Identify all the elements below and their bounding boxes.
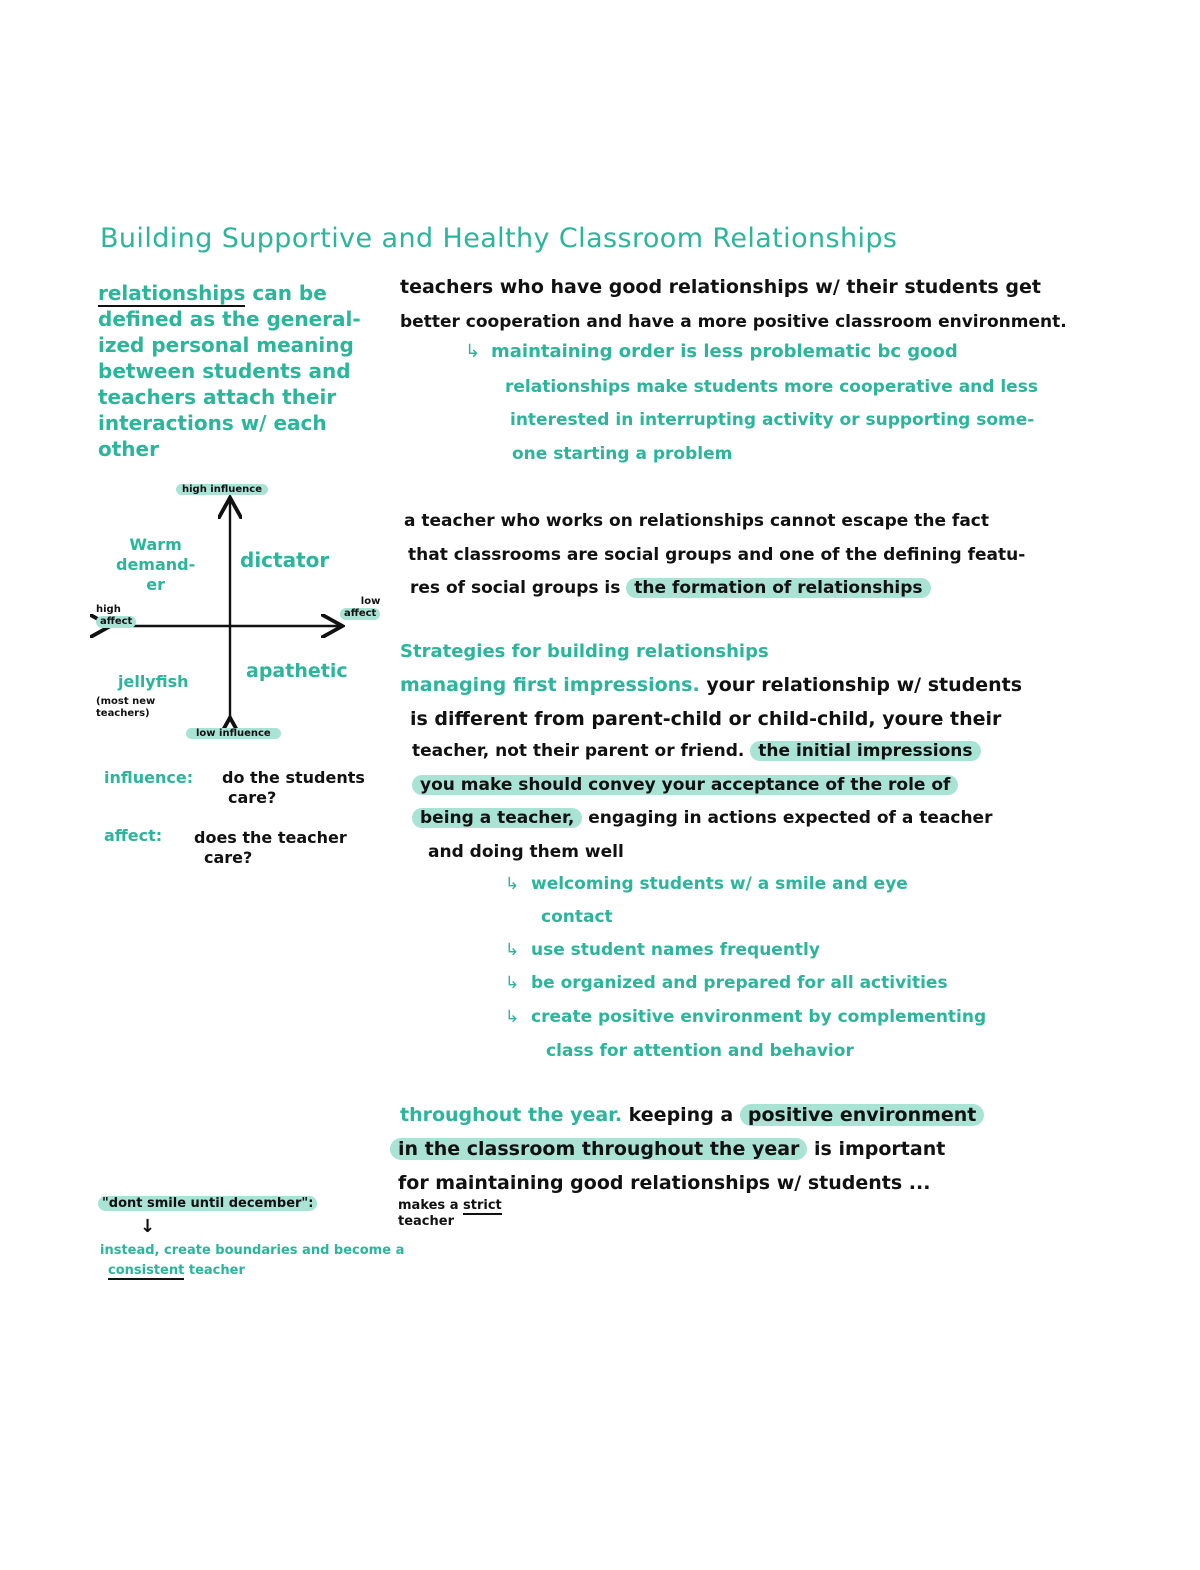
definition-line-2: defined as the general- bbox=[98, 307, 361, 331]
makes-strict bbox=[398, 1198, 502, 1213]
definition-line-6: interactions w/ each bbox=[98, 411, 327, 435]
instead-line-2 bbox=[108, 1263, 245, 1278]
page-title: Building Supportive and Healthy Classroom Relationships bbox=[100, 223, 898, 254]
strategies-heading: Strategies for building relationships bbox=[400, 641, 769, 662]
strategy-bullet-3-text: be organized and prepared for all activities bbox=[531, 973, 948, 993]
jellyfish-note-line-1: (most new bbox=[96, 696, 156, 707]
social-line-2: that classrooms are social groups and one of the defining featu- bbox=[408, 545, 1026, 565]
arrow-icon: ↳ bbox=[505, 973, 520, 993]
high-affect-label bbox=[96, 604, 136, 628]
jellyfish-note bbox=[96, 696, 155, 720]
high-affect-text-1: high bbox=[96, 604, 121, 615]
highlight-formation: the formation of relationships bbox=[626, 578, 930, 598]
highlight-acceptance: you make should convey your acceptance of the role of bbox=[412, 775, 958, 795]
arrow-icon: ↳ bbox=[505, 1007, 520, 1027]
dictator-label: dictator bbox=[240, 548, 330, 572]
warm-demander-line-3: er bbox=[146, 575, 165, 594]
high-affect-text-2: affect bbox=[96, 616, 136, 628]
makes-teacher: teacher bbox=[398, 1214, 454, 1229]
strategy-bullet-4-text: create positive environment by complementing bbox=[531, 1007, 987, 1027]
strategy-bullet-1 bbox=[505, 874, 908, 894]
influence-question-line-1: do the students bbox=[222, 768, 365, 787]
social-line-3-text: res of social groups is bbox=[410, 578, 621, 598]
first-impressions-line-5-text: engaging in actions expected of a teacher bbox=[588, 808, 993, 828]
arrow-icon: ↳ bbox=[465, 341, 481, 362]
definition-line-4: between students and bbox=[98, 359, 351, 383]
first-impressions-line-2: is different from parent-child or child-child, youre their bbox=[410, 708, 1002, 730]
dont-smile-quote bbox=[98, 1196, 317, 1211]
instead-line-1: instead, create boundaries and become a bbox=[100, 1243, 405, 1258]
intro-bullet bbox=[465, 341, 958, 362]
first-impressions-line-3 bbox=[412, 741, 981, 761]
first-impressions-line-1 bbox=[400, 674, 1022, 696]
strategy-bullet-2 bbox=[505, 940, 820, 960]
definition-line-5: teachers attach their bbox=[98, 385, 337, 409]
highlight-dont-smile: "dont smile until december": bbox=[98, 1196, 317, 1211]
highlight-throughout-year: in the classroom throughout the year bbox=[390, 1138, 807, 1160]
intro-bullet-line-1: maintaining order is less problematic bc good bbox=[491, 341, 958, 362]
intro-line-2: better cooperation and have a more positive classroom environment. bbox=[400, 312, 1067, 332]
affect-key-label: affect: bbox=[104, 826, 163, 845]
highlight-positive-environment: positive environment bbox=[740, 1104, 985, 1126]
strategy-bullet-1-text: welcoming students w/ a smile and eye bbox=[531, 874, 908, 894]
affect-question-line-1: does the teacher bbox=[194, 828, 347, 847]
low-influence-text: low influence bbox=[186, 728, 281, 739]
definition-line-3: ized personal meaning bbox=[98, 333, 354, 357]
low-affect-text-1: low bbox=[360, 596, 381, 607]
definition-line-7: other bbox=[98, 437, 159, 461]
low-influence-label bbox=[186, 728, 281, 739]
first-impressions-line-5 bbox=[412, 808, 992, 828]
highlight-initial-impressions: the initial impressions bbox=[750, 741, 980, 761]
intro-bullet-line-2: relationships make students more cooperative and less bbox=[505, 377, 1038, 397]
social-line-3 bbox=[410, 578, 931, 598]
arrow-icon: ↳ bbox=[505, 940, 520, 960]
strict-word: strict bbox=[463, 1198, 502, 1213]
strategy-bullet-4-line-2: class for attention and behavior bbox=[546, 1041, 854, 1061]
influence-question-line-2: care? bbox=[228, 788, 277, 807]
strategy-bullet-3 bbox=[505, 973, 948, 993]
consistent-word: consistent bbox=[108, 1263, 185, 1278]
high-influence-label bbox=[176, 484, 268, 495]
definition-block bbox=[98, 280, 361, 462]
influence-question bbox=[222, 768, 365, 808]
arrow-icon: ↳ bbox=[505, 874, 520, 894]
first-impressions-line-3-text: teacher, not their parent or friend. bbox=[412, 741, 745, 761]
throughout-text: keeping a bbox=[628, 1104, 734, 1126]
warm-demander-label bbox=[116, 535, 195, 595]
social-line-1: a teacher who works on relationships cannot escape the fact bbox=[404, 511, 989, 531]
instead-tail: teacher bbox=[188, 1263, 245, 1278]
strategy-bullet-2-text: use student names frequently bbox=[531, 940, 820, 960]
first-impressions-line-4 bbox=[412, 775, 958, 795]
down-arrow-icon: ↓ bbox=[140, 1216, 156, 1237]
intro-bullet-line-3: interested in interrupting activity or supporting some- bbox=[510, 410, 1035, 430]
throughout-label: throughout the year. bbox=[400, 1104, 623, 1126]
warm-demander-line-1: Warm bbox=[129, 535, 182, 554]
intro-line-1: teachers who have good relationships w/ their students get bbox=[400, 276, 1041, 298]
highlight-being-teacher: being a teacher, bbox=[412, 808, 582, 828]
throughout-line-1 bbox=[400, 1104, 984, 1126]
first-impressions-label: managing first impressions. bbox=[400, 674, 700, 696]
affect-question bbox=[194, 828, 347, 868]
high-influence-text: high influence bbox=[176, 484, 268, 495]
definition-term: relationships bbox=[98, 281, 246, 305]
throughout-line-2 bbox=[390, 1138, 945, 1160]
jellyfish-note-line-2: teachers) bbox=[96, 708, 150, 719]
intro-bullet-line-4: one starting a problem bbox=[512, 444, 733, 464]
definition-line-1 bbox=[98, 280, 361, 306]
strategy-bullet-1-line-2: contact bbox=[541, 907, 613, 927]
first-impressions-line-6: and doing them well bbox=[428, 842, 624, 862]
definition-text: can be bbox=[252, 281, 327, 305]
influence-key-label: influence: bbox=[104, 768, 194, 787]
first-impressions-text: your relationship w/ students bbox=[706, 674, 1023, 696]
throughout-line-2-text: is important bbox=[814, 1138, 946, 1160]
low-affect-text-2: affect bbox=[340, 608, 380, 620]
jellyfish-label: jellyfish bbox=[118, 672, 189, 691]
makes-text: makes a bbox=[398, 1198, 459, 1213]
apathetic-label: apathetic bbox=[246, 660, 348, 682]
warm-demander-line-2: demand- bbox=[116, 555, 196, 574]
low-affect-label bbox=[340, 596, 380, 620]
strategy-bullet-4 bbox=[505, 1007, 986, 1027]
affect-question-line-2: care? bbox=[204, 848, 253, 867]
throughout-line-3: for maintaining good relationships w/ students ... bbox=[398, 1172, 931, 1194]
